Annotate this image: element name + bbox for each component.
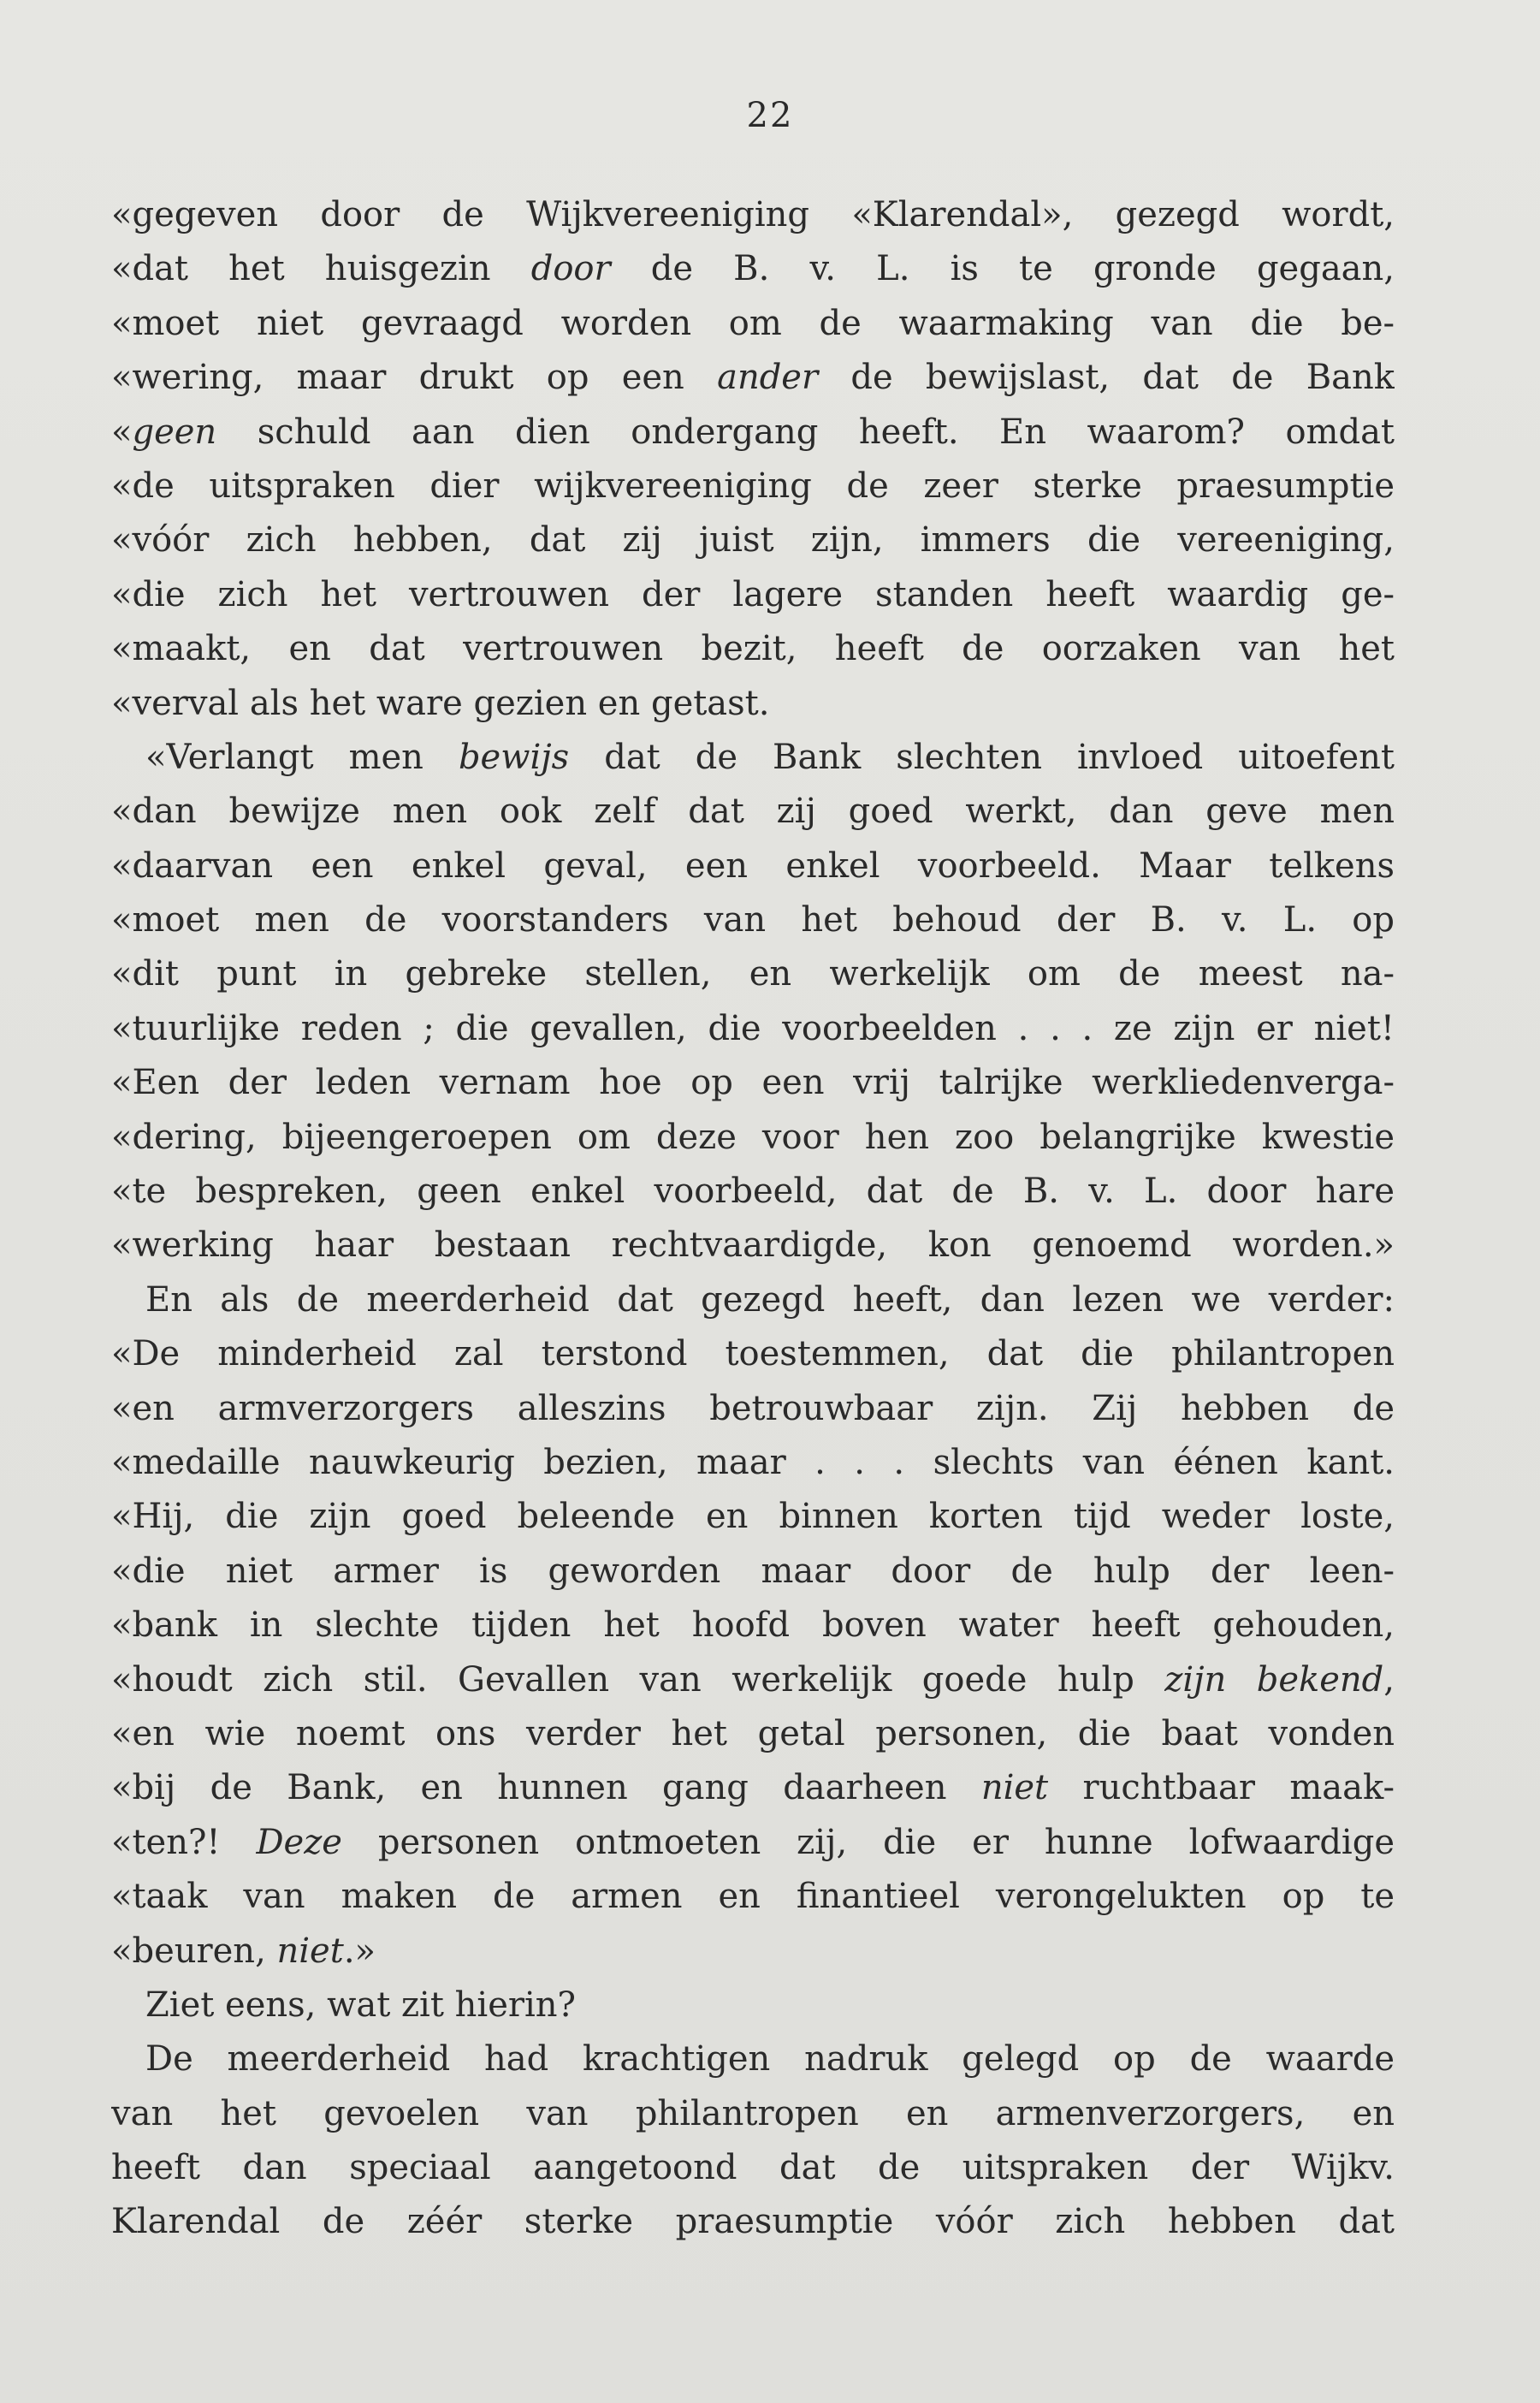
text-line: [111, 1707, 1395, 1761]
italic-run: Deze: [256, 1822, 342, 1862]
text-line: [111, 1816, 1395, 1870]
text-run: Ziet eens, wat zit hierin?: [145, 1985, 576, 2025]
text-run: «maakt, en dat vertrouwen bezit, heeft de oorzaken van het: [111, 629, 1395, 669]
text-run: «daarvan een enkel geval, een enkel voorbeeld. Maar telkens: [111, 846, 1395, 886]
text-line: [111, 1653, 1395, 1707]
text-line: [111, 2141, 1395, 2195]
text-run: «gegeven door de Wijkvereeniging «Klarendal», gezegd wordt,: [111, 195, 1395, 234]
italic-run: niet: [276, 1931, 344, 1971]
text-run: de bewijslast, dat de Bank: [818, 358, 1395, 398]
text-line: [111, 622, 1395, 676]
text-run: «: [111, 412, 133, 452]
text-line: [111, 2195, 1395, 2249]
text-line: [111, 2032, 1395, 2086]
text-run: «taak van maken de armen en finantieel verongelukten op te: [111, 1877, 1395, 1917]
text-line: [111, 947, 1395, 1001]
text-run: de B. v. L. is te gronde gegaan,: [610, 249, 1395, 289]
text-line: [111, 568, 1395, 622]
text-run: «vóór zich hebben, dat zij juist zijn, immers die vereeniging,: [111, 520, 1395, 561]
text-line: [111, 1382, 1395, 1436]
text-run: «verval als het ware gezien en getast.: [111, 683, 770, 723]
text-line: [111, 1490, 1395, 1544]
text-run: «ten?!: [111, 1822, 257, 1862]
text-line: [111, 1056, 1395, 1110]
text-line: [111, 677, 1395, 731]
text-run: «te bespreken, geen enkel voorbeeld, dat de B. v. L. door hare: [111, 1172, 1395, 1212]
text-line: [111, 188, 1395, 242]
text-line: [111, 1599, 1395, 1652]
text-line: [111, 893, 1395, 947]
text-run: «en wie noemt ons verder het getal personen, die baat vonden: [111, 1713, 1395, 1753]
text-run: «Verlangt men: [145, 737, 459, 777]
text-line: [111, 731, 1395, 785]
text-run: En als de meerderheid dat gezegd heeft, dan lezen we verder:: [145, 1279, 1395, 1320]
text-run: schuld aan dien ondergang heeft. En waarom? omdat: [216, 412, 1395, 452]
text-line: [111, 1545, 1395, 1599]
text-line: [111, 1111, 1395, 1165]
text-run: «tuurlijke reden ; die gevallen, die voorbeelden . . . ze zijn er niet!: [111, 1008, 1395, 1048]
text-line: [111, 242, 1395, 296]
text-run: «de uitspraken dier wijkvereeniging de zeer sterke praesumptie: [111, 466, 1395, 506]
text-run: «dit punt in gebreke stellen, en werkelijk om de meest na-: [111, 954, 1395, 994]
italic-run: geen: [132, 412, 217, 452]
italic-run: zijn bekend: [1164, 1659, 1384, 1700]
text-line: [111, 785, 1395, 839]
text-line: [111, 1870, 1395, 1924]
text-run: heeft dan speciaal aangetoond dat de uitspraken der Wijkv.: [111, 2148, 1395, 2188]
text-line: [111, 406, 1395, 460]
text-line: [111, 1219, 1395, 1273]
text-run: «moet men de voorstanders van het behoud der B. v. L. op: [111, 900, 1395, 940]
text-run: «dering, bijeengeroepen om deze voor hen zoo belangrijke kwestie: [111, 1117, 1395, 1157]
text-line: [111, 297, 1395, 351]
text-run: «dat het huisgezin: [111, 249, 531, 289]
body-text: [111, 188, 1395, 2250]
text-run: «dan bewijze men ook zelf dat zij goed werkt, dan geve men: [111, 792, 1395, 832]
text-line: [111, 1925, 1395, 1979]
text-run: «houdt zich stil. Gevallen van werkelijk goede hulp: [111, 1659, 1165, 1700]
text-line: [111, 2087, 1395, 2141]
italic-run: bewijs: [458, 737, 570, 777]
text-run: «bij de Bank, en hunnen gang daarheen: [111, 1768, 981, 1808]
text-line: [111, 460, 1395, 513]
text-run: van het gevoelen van philantropen en armenverzorgers, en: [111, 2093, 1395, 2133]
text-line: [111, 1273, 1395, 1327]
page-number: 22: [746, 96, 794, 135]
text-run: De meerderheid had krachtigen nadruk gelegd op de waarde: [145, 2039, 1395, 2080]
italic-run: door: [530, 249, 611, 289]
text-run: ,: [1383, 1659, 1395, 1700]
text-line: [111, 840, 1395, 893]
text-run: dat de Bank slechten invloed uitoefent: [569, 737, 1395, 777]
text-run: «De minderheid zal terstond toestemmen, dat die philantropen: [111, 1334, 1395, 1374]
text-run: ruchtbaar maak-: [1048, 1768, 1395, 1808]
text-line: [111, 1761, 1395, 1815]
text-run: «die zich het vertrouwen der lagere standen heeft waardig ge-: [111, 574, 1395, 614]
text-run: «Een der leden vernam hoe op een vrij talrijke werkliedenverga-: [111, 1063, 1395, 1103]
text-run: .»: [343, 1931, 376, 1971]
text-run: «medaille nauwkeurig bezien, maar . . . slechts van éénen kant.: [111, 1442, 1395, 1482]
text-line: [111, 1979, 1395, 2032]
text-run: «moet niet gevraagd worden om de waarmaking van die be-: [111, 303, 1395, 343]
text-run: «die niet armer is geworden maar door de hulp der leen-: [111, 1551, 1395, 1591]
text-run: «bank in slechte tijden het hoofd boven water heeft gehouden,: [111, 1605, 1395, 1646]
italic-run: ander: [717, 358, 819, 398]
text-line: [111, 1436, 1395, 1490]
text-line: [111, 1327, 1395, 1381]
italic-run: niet: [980, 1768, 1049, 1808]
text-run: Klarendal de zéér sterke praesumptie vóór zich hebben dat: [111, 2202, 1395, 2242]
text-line: [111, 351, 1395, 405]
text-run: «en armverzorgers alleszins betrouwbaar zijn. Zij hebben de: [111, 1388, 1395, 1428]
text-run: «Hij, die zijn goed beleende en binnen korten tijd weder loste,: [111, 1497, 1395, 1537]
text-run: «wering, maar drukt op een: [111, 358, 718, 398]
text-run: personen ontmoeten zij, die er hunne lofwaardige: [341, 1822, 1395, 1862]
text-line: [111, 1002, 1395, 1056]
text-run: «beuren,: [111, 1931, 277, 1971]
text-line: [111, 1165, 1395, 1219]
text-run: «werking haar bestaan rechtvaardigde, kon genoemd worden.»: [111, 1225, 1395, 1266]
text-line: [111, 513, 1395, 567]
